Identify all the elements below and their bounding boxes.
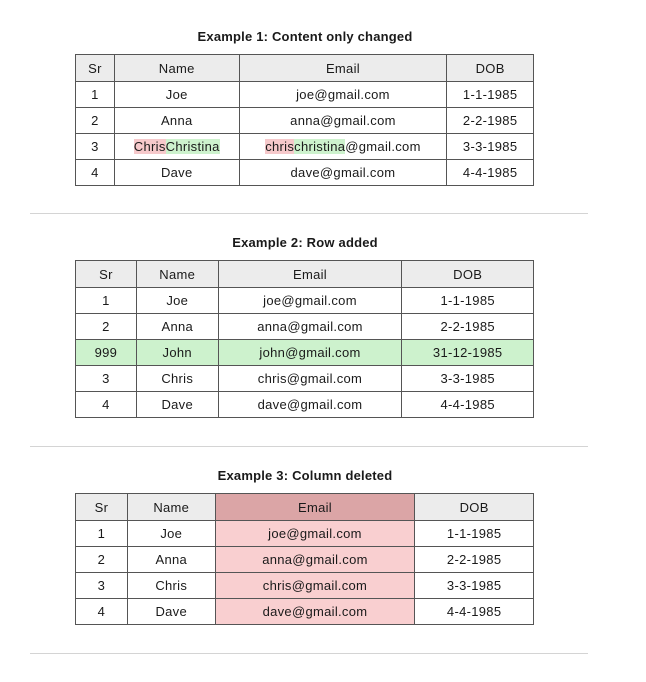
table-row [76,82,534,108]
table-row [76,160,534,186]
header-name: Name [127,494,215,521]
cell-sr: 3 [76,573,128,599]
table-row [76,521,534,547]
divider [30,653,588,654]
cell-dob: 4-4-1985 [402,392,534,418]
cell-sr: 4 [76,599,128,625]
cell-email: anna@gmail.com [239,108,447,134]
header-row [76,261,534,288]
cell-dob: 4-4-1985 [415,599,534,625]
inserted-text: christina [294,139,346,154]
divider [30,213,588,214]
header-sr: Sr [76,261,137,288]
inserted-text: Christina [165,139,220,154]
header-email: Email [239,55,447,82]
cell-name: Chris [136,366,218,392]
example2-title: Example 2: Row added [232,235,378,250]
cell-email: chris@gmail.com [218,366,402,392]
cell-name: Anna [136,314,218,340]
cell-sr: 1 [76,82,115,108]
cell-sr: 2 [76,314,137,340]
header-dob: DOB [447,55,534,82]
changed-row [76,134,534,160]
unchanged-text: @gmail.com [345,139,421,154]
header-name: Name [114,55,239,82]
cell-sr: 3 [76,366,137,392]
cell-sr: 2 [76,108,115,134]
cell-dob: 3-3-1985 [447,134,534,160]
cell-name: Dave [136,392,218,418]
header-row [76,494,534,521]
example1-table [75,54,534,186]
cell-dob: 3-3-1985 [402,366,534,392]
cell-dob: 2-2-1985 [415,547,534,573]
cell-name: Chris [127,573,215,599]
cell-dob: 3-3-1985 [415,573,534,599]
table-row [76,366,534,392]
table-row [76,108,534,134]
table-row [76,573,534,599]
table-row [76,547,534,573]
cell-sr: 1 [76,521,128,547]
cell-email-changed [239,134,447,160]
header-email-deleted: Email [215,494,415,521]
cell-name: Joe [136,288,218,314]
header-sr: Sr [76,55,115,82]
cell-dob: 1-1-1985 [402,288,534,314]
cell-sr: 2 [76,547,128,573]
cell-dob: 2-2-1985 [447,108,534,134]
divider [30,446,588,447]
header-sr: Sr [76,494,128,521]
header-dob: DOB [402,261,534,288]
cell-sr: 999 [76,340,137,366]
cell-sr: 4 [76,392,137,418]
header-dob: DOB [415,494,534,521]
header-email: Email [218,261,402,288]
cell-name: Dave [127,599,215,625]
header-name: Name [136,261,218,288]
deleted-text: Chris [133,139,166,154]
cell-email: anna@gmail.com [218,314,402,340]
cell-sr: 1 [76,288,137,314]
cell-name: Joe [114,82,239,108]
example3-table [75,493,534,625]
added-row [76,340,534,366]
cell-name: Anna [114,108,239,134]
cell-sr: 3 [76,134,115,160]
cell-name: Joe [127,521,215,547]
cell-email-deleted: joe@gmail.com [215,521,415,547]
cell-sr: 4 [76,160,115,186]
example1-title: Example 1: Content only changed [197,29,413,44]
cell-name: Dave [114,160,239,186]
cell-email-deleted: anna@gmail.com [215,547,415,573]
cell-email: joe@gmail.com [239,82,447,108]
example3-title: Example 3: Column deleted [217,468,393,483]
table-row [76,288,534,314]
table-row [76,314,534,340]
cell-dob: 31-12-1985 [402,340,534,366]
cell-email-deleted: chris@gmail.com [215,573,415,599]
cell-dob: 4-4-1985 [447,160,534,186]
cell-email: dave@gmail.com [218,392,402,418]
cell-dob: 2-2-1985 [402,314,534,340]
table-row [76,392,534,418]
cell-email-deleted: dave@gmail.com [215,599,415,625]
cell-dob: 1-1-1985 [415,521,534,547]
cell-dob: 1-1-1985 [447,82,534,108]
header-row [76,55,534,82]
cell-name: John [136,340,218,366]
deleted-text: chris [265,139,295,154]
cell-name: Anna [127,547,215,573]
table-row [76,599,534,625]
cell-email: john@gmail.com [218,340,402,366]
cell-email: dave@gmail.com [239,160,447,186]
cell-name-changed [114,134,239,160]
example2-table [75,260,534,418]
cell-email: joe@gmail.com [218,288,402,314]
